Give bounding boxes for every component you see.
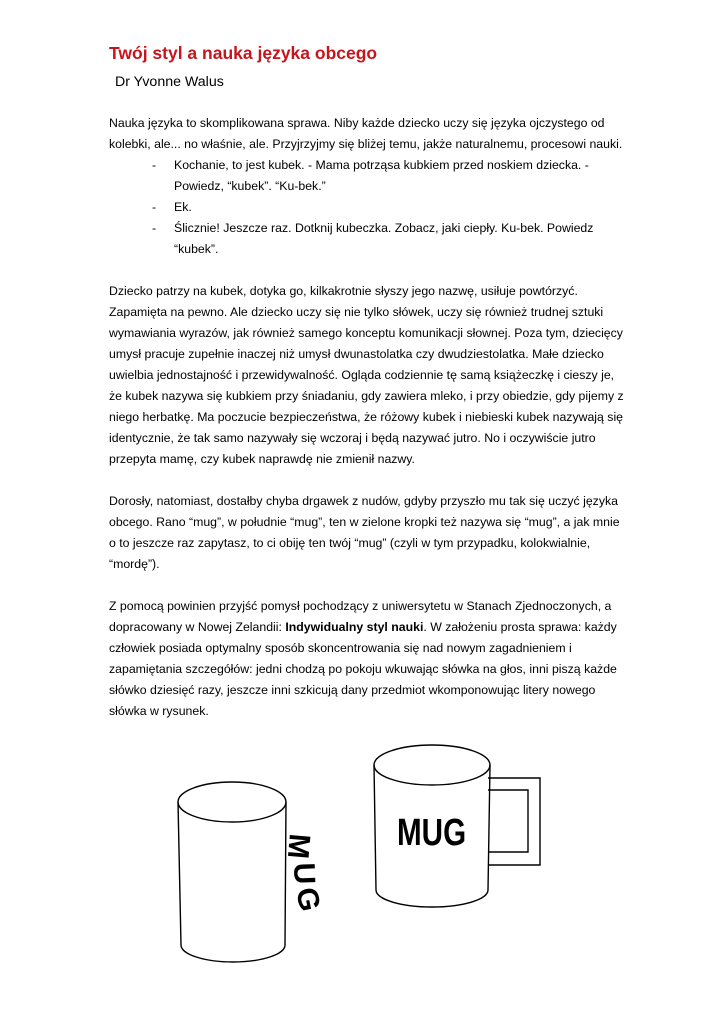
paragraph-child-learning: Dziecko patrzy na kubek, dotyka go, kilkakrotnie słyszy jego nazwę, usiłuje powtórzyć. Zapamięta na pewno. Ale dziecko uczy się nie tylko słówek, uczy się również trudnej sztuki wymawiania wyrazów, jak również samego konceptu komunikacji słownej. Poza tym, dziecięcy umysł pracuje zupełnie inaczej niż umysł dwunastolatka czy dwudziestolatka. Małe dziecko uwielbia jednostajność i przewidywalność. Ogląda codziennie tę samą książeczkę i cieszy je, że kubek nazywa się kubkiem przy śniadaniu, gdy zawiera mleko, i przy obiedzie, gdy pijemy z niego herbatkę. Ma poczucie bezpieczeństwa, że różowy kubek i niebieski kubek nazywają się identycznie, że tak samo nazywały się wczoraj i będą nazywać jutro. No i oczywiście jutro przepyta mamę, czy kubek naprawdę nie zmienił nazwy.	[109, 284, 624, 466]
article-body	[109, 113, 629, 722]
right-mug-label: MUG	[397, 811, 467, 854]
dash-bullet: -	[152, 200, 157, 214]
dash-bullet: -	[152, 221, 157, 235]
list-item: - Ślicznie! Jeszcze raz. Dotknij kubeczka. Zobacz, jaki ciepły. Ku-bek. Powiedz “kubek”.	[152, 218, 629, 260]
letter-u: U	[287, 862, 321, 885]
list-item: - Ek.	[152, 197, 629, 218]
paragraph-intro: Nauka języka to skomplikowana sprawa. Niby każde dziecko uczy się języka ojczystego od kolebki, ale... no właśnie, ale. Przyjrzyjmy się bliżej temu, jakże naturalnemu, procesowi nauki.	[109, 116, 623, 151]
letter-g: G	[289, 884, 327, 915]
page-title: Twój styl a nauka języka obcego	[109, 43, 378, 63]
paragraph-learning-style: Z pomocą powinien przyjść pomysł pochodzący z uniwersytetu w Stanach Zjednoczonych, a dopracowany w Nowej Zelandii: Indywidualny styl nauki. W założeniu prosta sprawa: każdy człowiek posiada optymalny sposób skoncentrowania się nad nowym zagadnieniem i zapamiętania szczegółów: jedni chodzą po pokoju wkuwając słówka na głos, inni piszą każde słówko dziesięć razy, jeszcze inni szkicują dany przedmiot wkomponowując litery nowego słówka w rysunek.	[109, 599, 617, 718]
left-mug-lettering	[281, 832, 326, 914]
dash-bullet: -	[152, 158, 157, 172]
left-mug	[178, 782, 286, 962]
letter-m: M	[280, 832, 316, 861]
dialog-list	[109, 155, 629, 260]
author: Dr Yvonne Walus	[115, 74, 224, 90]
mugs-illustration	[170, 740, 550, 990]
list-item: - Kochanie, to jest kubek. - Mama potrząsa kubkiem przed noskiem dziecka. - Powiedz, “kubek”. “Ku-bek.”	[152, 155, 629, 197]
paragraph-adult-learning: Dorosły, natomiast, dostałby chyba drgawek z nudów, gdyby przyszło mu tak się uczyć języka obcego. Rano “mug”, w południe “mug”, ten w zielone kropki też nazywa się “mug”, a jak mnie o to jeszcze raz zapytasz, to ci obiję ten twój “mug” (czyli w tym przypadku, kolokwialnie, “mordę”).	[109, 494, 620, 571]
bold-term: Indywidualny styl nauki	[285, 620, 424, 634]
